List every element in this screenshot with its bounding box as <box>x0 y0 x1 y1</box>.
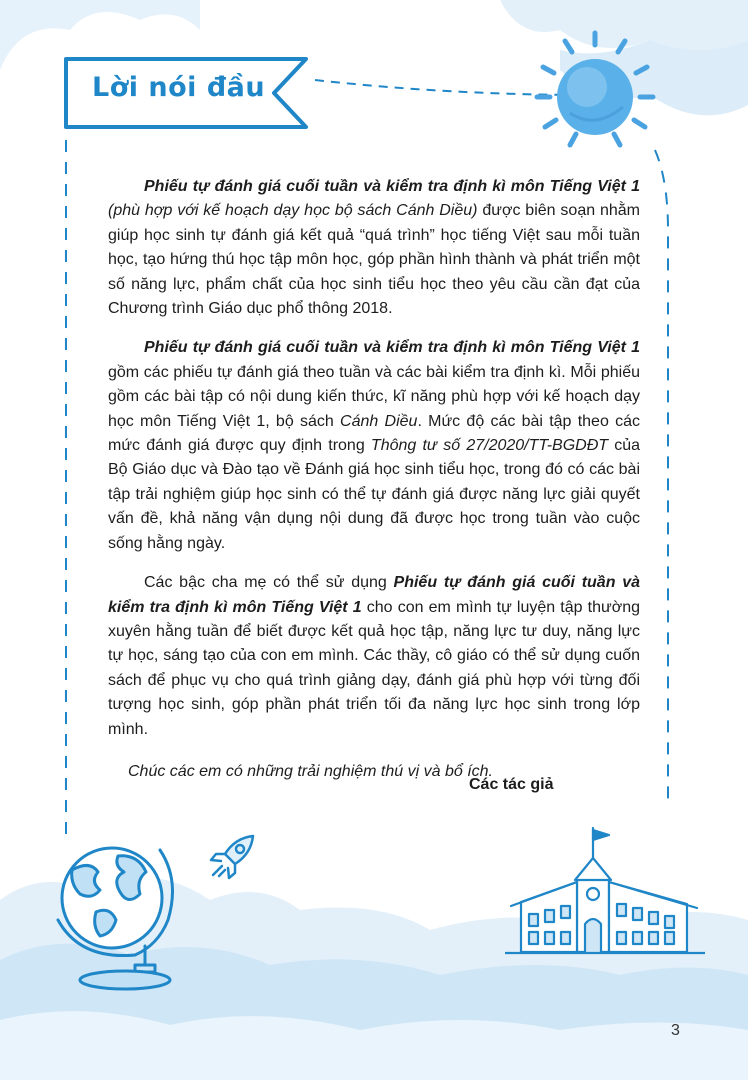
book-title: Phiếu tự đánh giá cuối tuần và kiểm tra định kì môn Tiếng Việt 1 <box>144 339 640 357</box>
paragraph-3 <box>108 571 640 742</box>
paragraph-text: Các bậc cha mẹ có thể sử dụng <box>144 574 394 592</box>
closing-wish: Chúc các em có những trải nghiệm thú vị và bổ ích. <box>128 762 493 780</box>
title-banner <box>62 55 312 131</box>
book-title: Phiếu tự đánh giá cuối tuần và kiểm tra định kì môn Tiếng Việt 1 <box>108 574 640 616</box>
page-number: 3 <box>671 1022 680 1039</box>
paragraph-text: của Bộ Giáo dục và Đào tạo về Đánh giá học sinh tiểu học, trong đó có các bài tập trải nghiệm giúp học sinh có thể tự đánh giá được năng lực giải quyết vấn đề, khả năng vận dụng nội dung đã được học trong tuần vào cuộc sống hằng ngày. <box>108 437 641 552</box>
rocket-icon <box>205 830 260 885</box>
globe-icon <box>40 820 190 995</box>
preface-body <box>108 175 640 799</box>
paragraph-2 <box>108 336 640 556</box>
paragraph-text: được biên soạn nhằm giúp học sinh tự đánh giá kết quả “quá trình” học tiếng Việt sau mỗi tuần học, tạo hứng thú học tập môn học, góp phần hình thành và phát triển một số năng lực, phẩm chất của học sinh tiểu học theo yêu cầu cần đạt của Chương trình Giáo dục phổ thông 2018. <box>108 202 640 318</box>
paragraph-text: . Mức độ các bài tập theo các mức đánh giá được quy định trong <box>108 412 640 455</box>
sun-icon <box>525 25 665 155</box>
paragraph-text: gồm các phiếu tự đánh giá theo tuần và các bài kiểm tra định kì. Mỗi phiếu gồm các bài tập có nội dung kiến thức, kĩ năng phù hợp với kế hoạch dạy học môn Tiếng Việt 1, bộ sách <box>108 363 640 430</box>
circular-reference: Thông tư số 27/2020/TT-BGDĐT <box>370 437 609 455</box>
series-note: (phù hợp với kế hoạch dạy học bộ sách Cánh Diều) <box>108 202 478 220</box>
signature: Các tác giả <box>469 776 554 793</box>
book-title: Phiếu tự đánh giá cuối tuần và kiểm tra định kì môn Tiếng Việt 1 <box>144 178 640 195</box>
series-name: Cánh Diều <box>340 412 418 430</box>
school-building-icon <box>505 820 705 960</box>
page-title: Lời nói đầu <box>92 72 266 103</box>
paragraph-text: cho con em mình tự luyện tập thường xuyên hằng tuần để biết được kết quả học tập, năng lực tư duy, năng lực tự học, sáng tạo của con em mình. Các thầy, cô giáo có thể sử dụng cuốn sách để phục vụ cho quá trình giảng dạy, đánh giá phù hợp với từng đối tượng học sinh, góp phần phát triển tối đa năng lực học sinh trong lớp mình. <box>108 598 640 738</box>
paragraph-1 <box>108 175 640 321</box>
